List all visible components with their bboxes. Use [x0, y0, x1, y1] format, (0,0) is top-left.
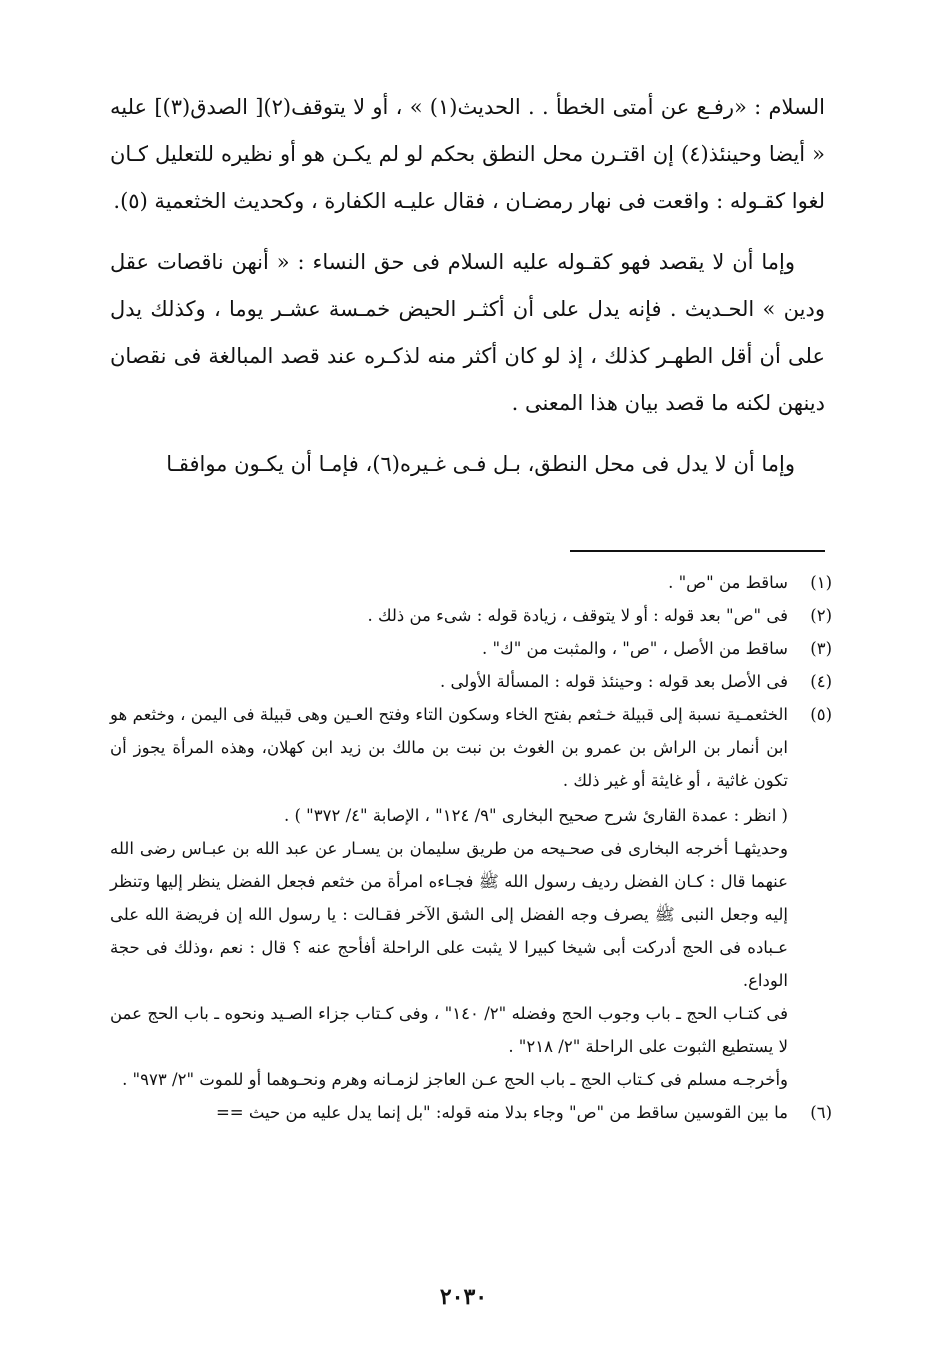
- footnote-number: (٤): [810, 672, 832, 691]
- footnote-reference: ( انظر : عمدة القارئ شرح صحيح البخارى "٩/ ١٢٤" ، الإصابة "٤/ ٣٧٢" ) .: [284, 806, 788, 825]
- footnote-number: (١): [810, 573, 832, 592]
- footnote-text: فى كتـاب الحج ـ باب وجوب الحج وفضله "٢/ ١٤٠" ، وفى كـتاب جزاء الصـيد ونحوه ـ باب الحج عمن لا يستطيع الثبوت على الراحلة "٢/ ٢١٨" .: [110, 1004, 788, 1056]
- footnote-number: (٦): [810, 1103, 832, 1122]
- footnote-text: ساقط من "ص" .: [668, 573, 788, 592]
- footnote-3: [110, 632, 832, 665]
- footnote-text: ساقط من الأصل ، "ص" ، والمثبت من "ك" .: [482, 639, 788, 658]
- footnote-1: [110, 566, 832, 599]
- paragraph: وإما أن لا يقصد فهو كقـوله عليه السلام فى حق النساء : « أنهن ناقصات عقل ودين » الحـديث . فإنه يدل على أن أكثـر الحيض خمـسة عشـر يوما ، وكذلك يدل على أن أقل الطهـر كذلك ، إذ لو كان أكثر منه لذكـره عند قصد المبالغة فى نقصان دينهن لكنه ما قصد بيان هذا المعنى .: [110, 250, 825, 415]
- footnote-number: (٢): [810, 606, 832, 625]
- footnote-text: وأخرجـه مسلم فى كـتاب الحج ـ باب الحج عـن العاجز لزمـانه وهرم ونحـوهما أو للموت "٢/ ٩٧٣" .: [122, 1070, 788, 1089]
- footnote-2: [110, 599, 832, 632]
- page-number: ٢٠٣٠: [439, 1284, 488, 1310]
- footnotes: [110, 566, 832, 1129]
- paragraph: السلام : «رفـع عن أمتى الخطأ . . الحديث(١) » ، أو لا يتوقف(٢)[ الصدق(٣)] عليه « أيضا وحينئذ(٤) إن اقتـرن محل النطق بحكم لو لم يكـن هو أو نظيره للتعليل كـان لغوا كقـوله : واقعت فى نهار رمضـان ، فقال عليـه الكفارة ، وكحديث الخثعمية (٥).: [110, 95, 825, 213]
- footnote-text: فى "ص" بعد قوله : أو لا يتوقف ، زيادة قوله : شىء من ذلك .: [367, 606, 788, 625]
- footnote-text: فى الأصل بعد قوله : وحينئذ قوله : المسألة الأولى .: [439, 672, 788, 691]
- footnote-text: ما بين القوسين ساقط من "ص" وجاء بدلا منه قوله: "بل إنما يدل عليه من حيث ==: [215, 1103, 788, 1122]
- footnote-4: [110, 665, 832, 698]
- footnote-6: [110, 1096, 832, 1129]
- paragraph: وإما أن لا يدل فى محل النطق، بـل فـى غـيره(٦)، فإمـا أن يكـون موافقـا: [166, 452, 795, 476]
- footnote-number: (٣): [810, 639, 832, 658]
- footnote-5: [110, 698, 832, 1096]
- footnote-number: (٥): [810, 705, 832, 724]
- footnote-text: الخثعمـية نسبة إلى قبيلة خـثعم بفتح الخاء وسكون التاء وفتح العـين وهى قبيلة فى اليمن ، وخثعم هو ابن أنمار بن الراش بن عمرو بن الغوث بن نبت بن مالك بن زيد ابن كهلان، وهذه المرأة يجوز أن تكون غاثية ، أو غايثة أو غير ذلك .: [110, 705, 788, 790]
- footnote-separator: [570, 550, 825, 552]
- footnote-text: وحديثهـا أخرجه البخارى فى صحـيحه من طريق سليمان بن يسـار عن عبد الله بن عبـاس رضى الله عنهما قال : كـان الفضل رديف رسول الله ﷺ فجـاءه امرأة من خثعم فجعل الفضل ينظر إليها وتنظر إليه وجعل النبى ﷺ يصرف وجه الفضل إلى الشق الآخر فقـالت : يا رسول الله إن فريضة الله على عـباده فى الحج أدركت أبى شيخا كبيرا لا يثبت على الراحلة أفأحج عنه ؟ قال : نعم ،وذلك فى حجة الوداع.: [110, 839, 788, 990]
- main-text: [110, 84, 825, 502]
